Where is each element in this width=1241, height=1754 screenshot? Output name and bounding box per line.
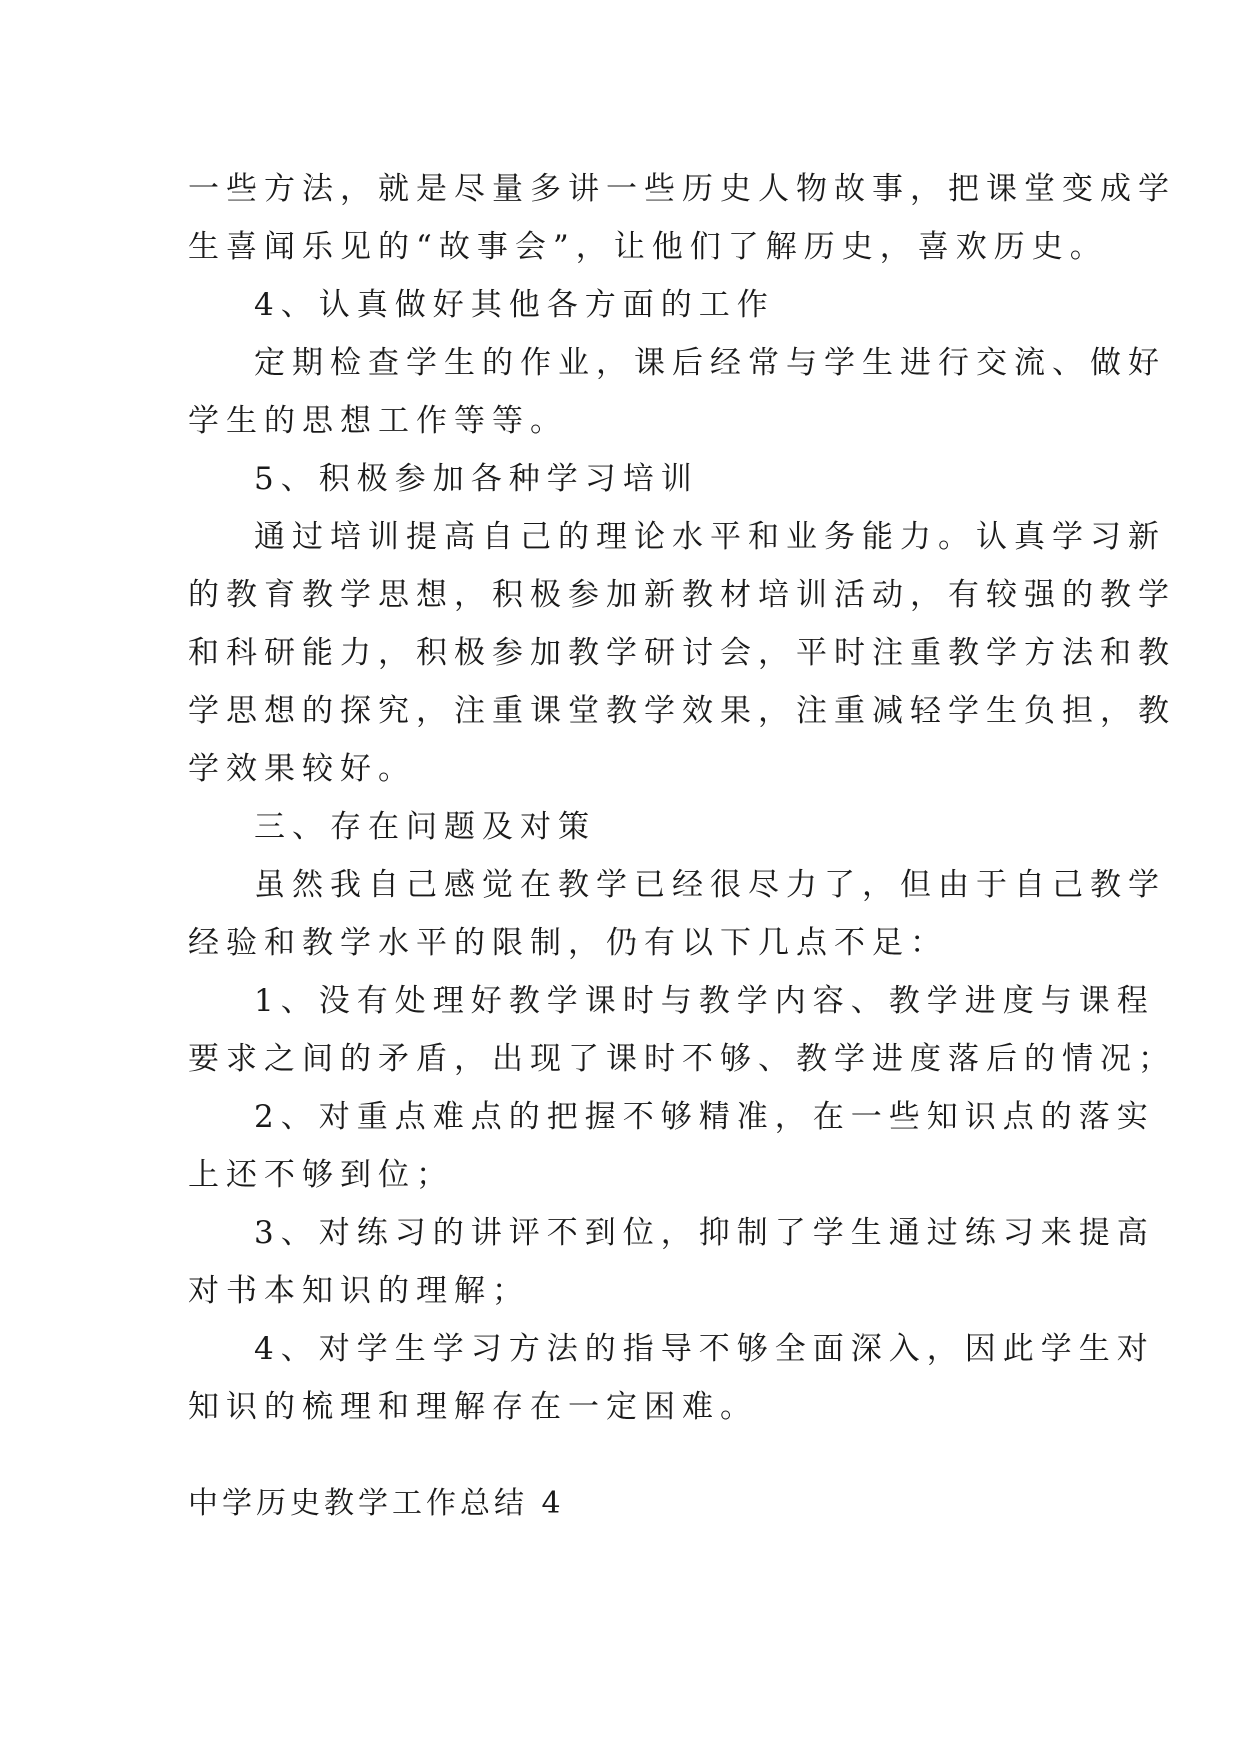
text-line: 定期检查学生的作业，课后经常与学生进行交流、做好 [254,345,1166,381]
text-line: 3、对练习的讲评不到位，抑制了学生通过练习来提高 [254,1215,1155,1251]
text-line: 对书本知识的理解； [188,1273,530,1309]
text-line: 和科研能力，积极参加教学研讨会，平时注重教学方法和教 [188,635,1176,671]
text-line: 的教育教学思想，积极参加新教材培训活动，有较强的教学 [188,577,1176,613]
text-line: 2、对重点难点的把握不够精准，在一些知识点的落实 [254,1099,1155,1135]
text-line: 学生的思想工作等等。 [188,403,568,439]
text-line: 要求之间的矛盾，出现了课时不够、教学进度落后的情况； [188,1041,1176,1077]
text-line: 生喜闻乐见的“故事会”，让他们了解历史，喜欢历史。 [188,229,1108,265]
section-title: 中学历史教学工作总结 4 [188,1486,565,1521]
text-line: 5、积极参加各种学习培训 [254,461,699,497]
document-body [188,160,1176,1436]
text-line: 上还不够到位； [188,1157,454,1193]
text-line: 经验和教学水平的限制，仍有以下几点不足： [188,925,948,961]
text-line: 学效果较好。 [188,751,416,787]
text-line: 学思想的探究，注重课堂教学效果，注重减轻学生负担，教 [188,693,1176,729]
text-line: 通过培训提高自己的理论水平和业务能力。认真学习新 [254,519,1166,555]
text-line: 三、存在问题及对策 [254,809,596,845]
text-line: 一些方法，就是尽量多讲一些历史人物故事，把课堂变成学 [188,171,1176,207]
text-line: 虽然我自己感觉在教学已经很尽力了，但由于自己教学 [254,867,1166,903]
text-line: 4、认真做好其他各方面的工作 [254,287,775,323]
text-line: 1、没有处理好教学课时与教学内容、教学进度与课程 [254,983,1155,1019]
text-line: 知识的梳理和理解存在一定困难。 [188,1389,758,1425]
text-line: 4、对学生学习方法的指导不够全面深入，因此学生对 [254,1331,1155,1367]
